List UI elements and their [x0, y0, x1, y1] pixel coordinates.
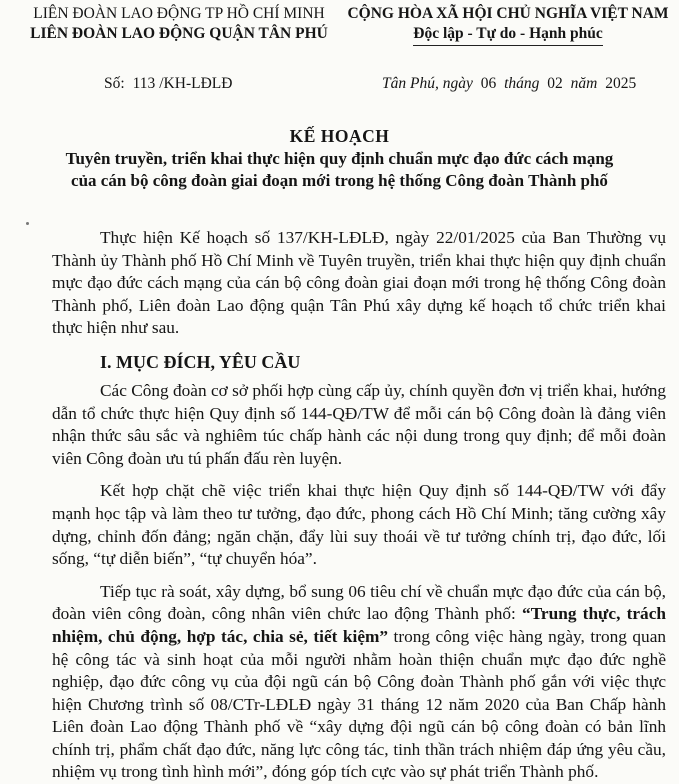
document-body [52, 227, 666, 784]
place-date [382, 75, 640, 93]
doc-number-label: Số: [104, 75, 125, 92]
parent-organization: LIÊN ĐOÀN LAO ĐỘNG TP HỒ CHÍ MINH [33, 5, 325, 22]
date-month-label: tháng [504, 75, 540, 92]
paragraph-3-rest: trong công việc hàng ngày, trong quan hệ công tác và sinh hoạt của mỗi người nhằm hoàn thiện chuẩn mực đạo đức nghề nghiệp, đạo đức công vụ của đội ngũ cán bộ Công đoàn Thành phố gắn với việc thực hiện Chương trình số 08/CTr-LĐLĐ ngày 31 tháng 12 năm 2020 của Ban Chấp hành Liên đoàn Lao động Thành phố về “xây dựng đội ngũ cán bộ công đoàn có bản lĩnh chính trị, phẩm chất đạo đức, năng lực công tác, tinh thần trách nhiệm đáp ứng yêu cầu, nhiệm vụ trong tình hình mới”, đóng góp tích cực vào sự phát triển Thành phố. [52, 626, 666, 782]
nation-name: CỘNG HÒA XÃ HỘI CHỦ NGHĨA VIỆT NAM [347, 5, 669, 22]
national-motto: Độc lập - Tự do - Hạnh phúc [413, 24, 602, 46]
ethics-criteria-emphasis: “Trung thực, trách nhiệm, chủ động, hợp tác, chia sẻ, tiết kiệm” [52, 604, 666, 646]
organization-name: LIÊN ĐOÀN LAO ĐỘNG QUẬN TÂN PHÚ [30, 25, 328, 42]
date-day: 06 [480, 75, 497, 92]
place-label: Tân Phú, ngày [382, 75, 473, 92]
date-month: 02 [547, 75, 563, 92]
section-paragraph-1: Các Công đoàn cơ sở phối hợp cùng cấp ủy, chính quyền đơn vị triển khai, hướng dẫn tổ chức thực hiện Quy định số 144-QĐ/TW để mỗi cán bộ Công đoàn là đảng viên nhận thức sâu sắc và nghiêm túc chấp hành các nội dung trong quy định; để mỗi đoàn viên Công đoàn ưu tú phấn đấu rèn luyện. [52, 380, 666, 468]
doc-number-code: /KH-LĐLĐ [159, 75, 233, 92]
date-year: 2025 [605, 75, 637, 92]
document-subtitle-line1: Tuyên truyền, triển khai thực hiện quy định chuẩn mực đạo đức cách mạng [65, 149, 614, 168]
intro-paragraph: Thực hiện Kế hoạch số 137/KH-LĐLĐ, ngày 22/01/2025 của Ban Thường vụ Thành ủy Thành phố Hồ Chí Minh về Tuyên truyền, triển khai thực hiện quy định chuẩn mực đạo đức cách mạng của cán bộ công đoàn giai đoạn mới trong hệ thống Công đoàn Thành phố, Liên đoàn Lao động quận Tân Phú xây dựng kế hoạch tổ chức triển khai thực hiện như sau. [52, 228, 666, 338]
national-header [340, 4, 676, 46]
paragraph-3-lead: Tiếp tục rà soát, xây dựng, bổ sung 06 tiêu chí về chuẩn mực đạo đức của cán bộ, đoàn viên công đoàn, công nhân viên chức lao động Thành phố: [52, 581, 666, 624]
section-heading: I. MỤC ĐÍCH, YÊU CẦU [100, 351, 301, 372]
document-title: KẾ HOẠCH [289, 126, 390, 146]
date-year-label: năm [570, 75, 598, 92]
section-paragraph-3 [52, 581, 666, 784]
document-subtitle-line2: của cán bộ công đoàn giai đoạn mới trong hệ thống Công đoàn Thành phố [71, 171, 608, 190]
document-number [104, 75, 232, 93]
doc-number-value: 113 [132, 75, 156, 92]
issuing-organization [14, 4, 344, 44]
scan-speck [26, 222, 29, 225]
section-paragraph-2: Kết hợp chặt chẽ việc triển khai thực hiện Quy định số 144-QĐ/TW với đẩy mạnh học tập và làm theo tư tưởng, đạo đức, phong cách Hồ Chí Minh; tăng cường xây dựng, chỉnh đốn đảng; ngăn chặn, đẩy lùi suy thoái về tư tưởng chính trị, đạo đức, lối sống, “tự diễn biến”, “tự chuyển hóa”. [52, 481, 666, 569]
